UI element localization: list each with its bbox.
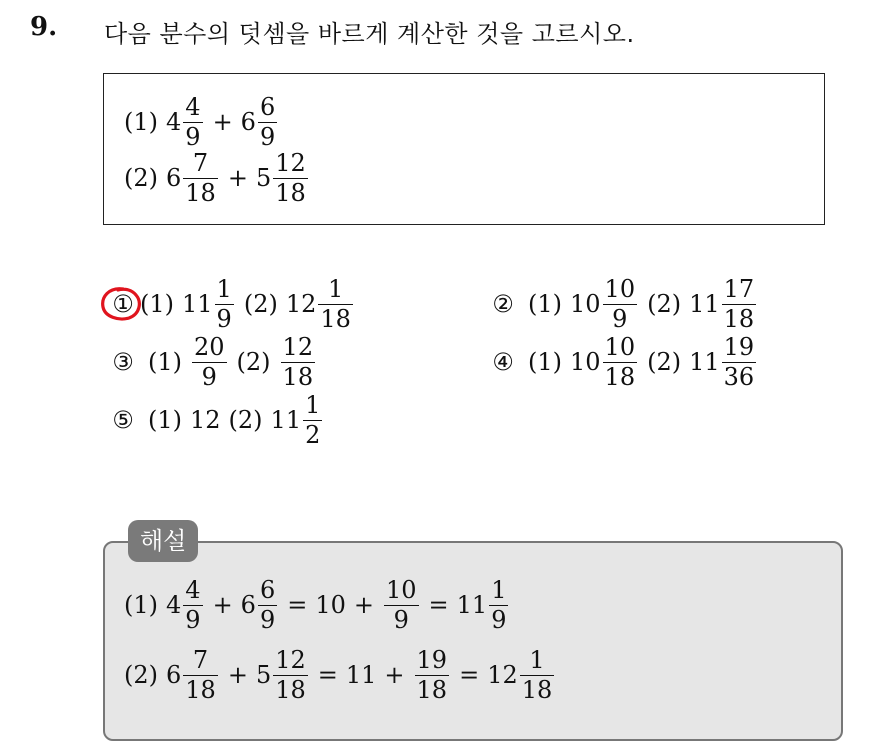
whole-value: 12 [190,406,221,434]
fraction: $\frac{6}{9}$ [259,93,276,151]
mixed-whole: 6 [240,108,256,136]
mixed-whole: 11 [270,406,302,434]
plus-operator: + [353,591,374,619]
mixed-whole: 4 [166,108,182,136]
choice-marker: ② [492,290,514,318]
choice-marker: ④ [492,348,514,376]
fraction: $\frac{12}{18}$ [282,333,314,391]
fraction: $\frac{1}{2}$ [305,391,321,449]
mixed-whole: 5 [255,164,272,192]
equals-operator: = [287,591,308,619]
mixed-whole: 11 [689,290,720,318]
fraction: $\frac{20}{9}$ [194,333,225,391]
question-text: 다음 분수의 덧셈을 바르게 계산한 것을 고르시오. [104,20,635,48]
fraction: $\frac{12}{18}$ [275,646,306,704]
mixed-whole: 10 [570,290,601,318]
part-label: (2) [243,290,278,318]
fraction: $\frac{12}{18}$ [275,149,306,207]
fraction: $\frac{4}{9}$ [185,576,201,634]
plus-operator: + [212,591,233,619]
solution-line-2 [124,648,556,702]
mixed-whole: 6 [240,591,256,619]
problem-line-1 [124,95,279,149]
fraction: $\frac{7}{18}$ [185,149,216,207]
part-label: (1) [528,290,562,318]
fraction: $\frac{17}{18}$ [723,275,755,333]
problem-label: (2) [124,661,158,689]
part-label: (1) [148,406,182,434]
mixed-whole: 5 [255,661,272,689]
solution-tag: 해설 [128,520,198,562]
choice-1[interactable] [106,277,355,331]
mixed-whole: 6 [166,164,182,192]
mixed-whole: 12 [285,290,317,318]
choice-4[interactable] [486,335,758,389]
solution-line-1 [124,578,510,632]
problem-line-2 [124,151,310,205]
plus-operator: + [227,661,248,689]
part-label: (1) [528,348,562,376]
equals-operator: = [459,661,480,689]
fraction: $\frac{4}{9}$ [185,93,201,151]
mixed-whole: 11 [182,290,213,318]
fraction: $\frac{1}{18}$ [320,275,351,333]
whole-value: 11 [345,661,377,689]
fraction: $\frac{1}{9}$ [216,275,232,333]
fraction: $\frac{10}{18}$ [604,333,636,391]
fraction: $\frac{1}{18}$ [521,646,553,704]
problem-label: (1) [124,591,158,619]
fraction: $\frac{7}{18}$ [185,646,216,704]
choice-5[interactable] [106,393,324,447]
choice-marker: ① [112,290,134,318]
mixed-whole: 11 [456,591,488,619]
equals-operator: = [317,661,338,689]
solution-box [103,541,843,741]
part-label: (1) [140,290,174,318]
choice-2[interactable] [486,277,758,331]
choice-marker: ③ [112,348,134,376]
fraction: $\frac{10}{9}$ [386,576,417,634]
mixed-whole: 12 [487,661,518,689]
choice-marker: ⑤ [112,406,134,434]
equals-operator: = [428,591,449,619]
fraction: $\frac{19}{18}$ [416,646,448,704]
plus-operator: + [384,661,405,689]
plus-operator: + [227,164,248,192]
problem-label: (2) [124,164,158,192]
mixed-whole: 6 [166,661,182,689]
part-label: (2) [647,290,682,318]
fraction: $\frac{6}{9}$ [259,576,276,634]
fraction: $\frac{10}{9}$ [604,275,636,333]
part-label: (2) [228,406,263,434]
part-label: (2) [236,348,271,376]
fraction: $\frac{1}{9}$ [491,576,507,634]
mixed-whole: 11 [689,348,720,376]
part-label: (2) [647,348,682,376]
mixed-whole: 10 [570,348,601,376]
whole-value: 10 [315,591,346,619]
part-label: (1) [148,348,182,376]
fraction: $\frac{19}{36}$ [723,333,755,391]
choice-3[interactable] [106,335,317,389]
question-number: 9. [30,12,58,42]
mixed-whole: 4 [166,591,182,619]
problem-label: (1) [124,108,158,136]
plus-operator: + [212,108,233,136]
